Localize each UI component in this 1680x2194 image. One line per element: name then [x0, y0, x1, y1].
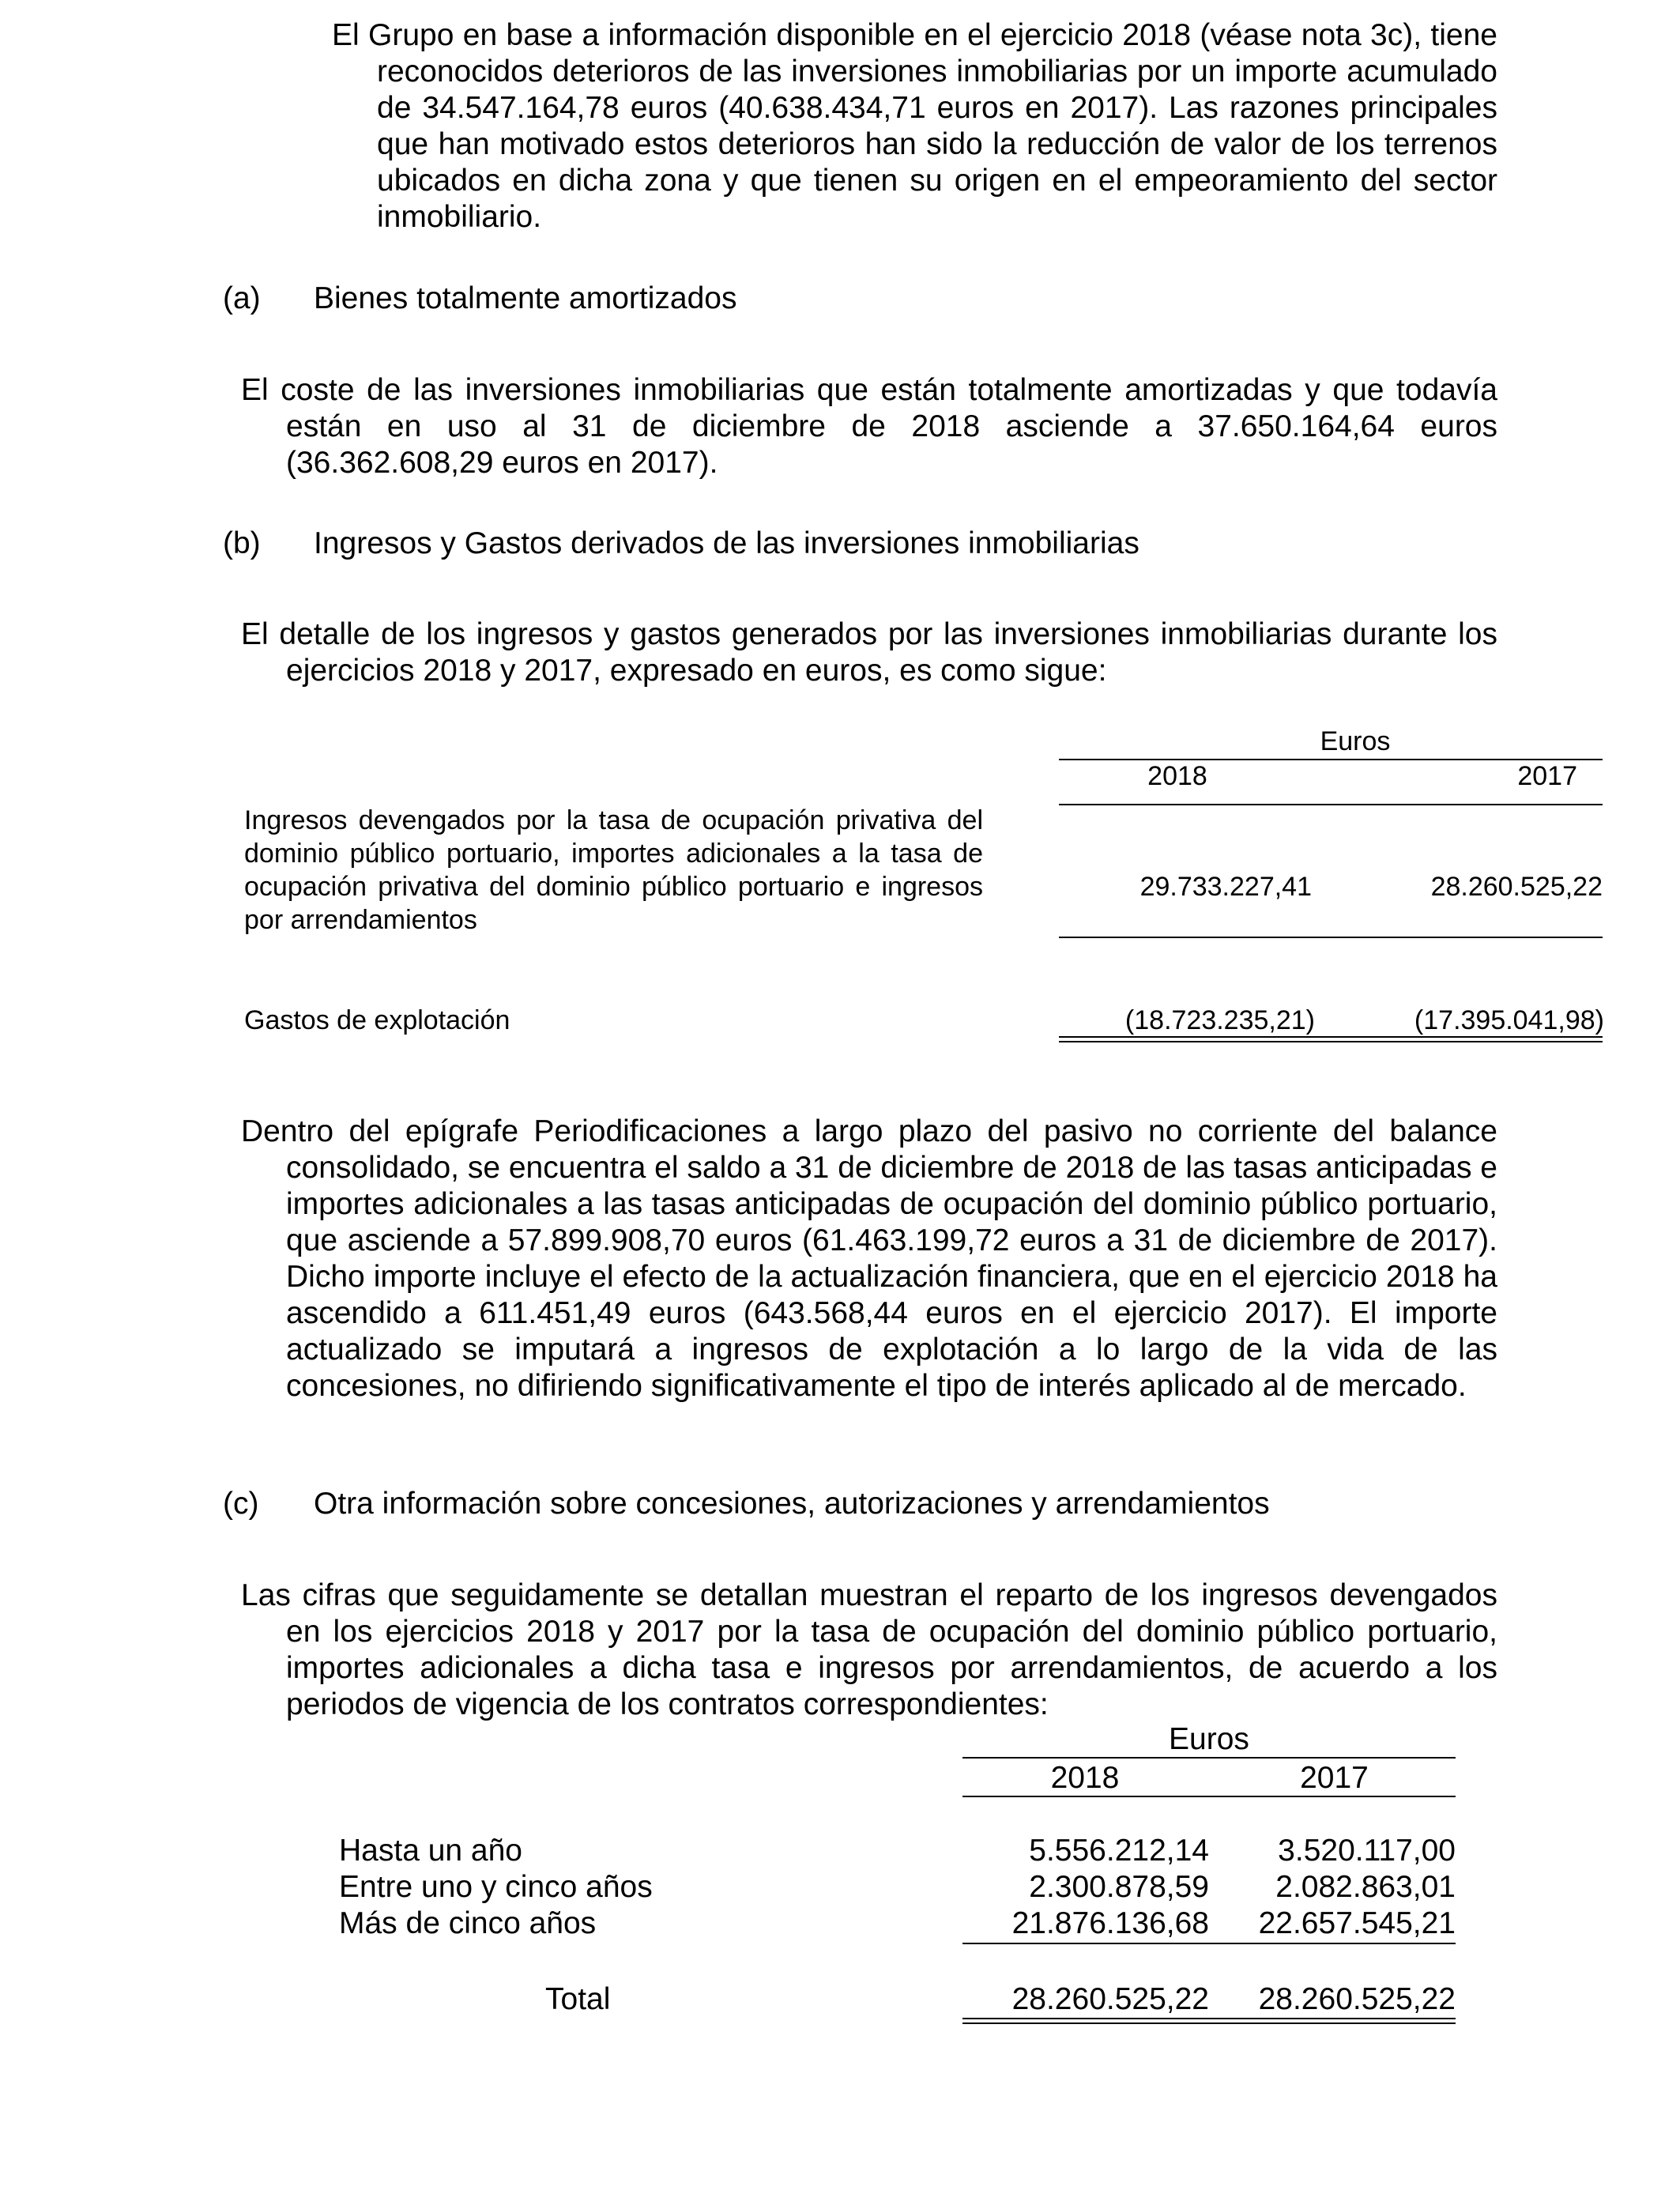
table-b-column-rule — [1059, 804, 1603, 805]
section-c-paragraph: Las cifras que seguidamente se detallan muestran el reparto de los ingresos devengados en los ejercicios 2018 y 2017 por la tasa de ocupación del dominio público portuario, importes adicionales a dicha tasa e ingresos por arrendamientos, de acuerdo a los periodos de vigencia de los contratos correspondientes: — [241, 1578, 1497, 1721]
table-b-col-2018: 2018 — [1147, 761, 1207, 791]
table-row-label: Más de cinco años — [339, 1906, 597, 1940]
section-a-paragraph: El coste de las inversiones inmobiliarias que están totalmente amortizadas y que todavía están en uso al 31 de diciembre de 2018 asciende a 37.650.164,64 euros (36.362.608,29 euros en 2017). — [241, 373, 1497, 480]
section-a-label: (a) — [223, 281, 261, 315]
intro-paragraph: El Grupo en base a información disponible en el ejercicio 2018 (véase nota 3c), tiene reconocidos deterioros de las inversiones inmobiliarias por un importe acumulado de 34.547.164,78 euros (40.638.434,71 euros en 2017). Las razones principales que han motivado estos deterioros han sido la reducción de valor de los terrenos ubicados en dicha zona y que tienen su origen en el empeoramiento del sector inmobiliario. — [332, 18, 1497, 234]
table-c-col-2018: 2018 — [1050, 1761, 1120, 1795]
section-b-label: (b) — [223, 526, 261, 560]
table-b-row1-2017: 28.260.525,22 — [1430, 872, 1603, 902]
table-row-label: Gastos de explotación — [244, 1005, 510, 1035]
table-row-label: Ingresos devengados por la tasa de ocupación privativa del dominio público portuario, importes adicionales a la tasa de ocupación privativa del dominio público portuario e ingresos por arrendamientos — [244, 805, 983, 935]
table-c-row1-2018: 5.556.212,14 — [1029, 1834, 1209, 1868]
table-b-total-rule — [1059, 1036, 1603, 1042]
table-c-total-2017: 28.260.525,22 — [1258, 1982, 1456, 2016]
table-c-row2-2017: 2.082.863,01 — [1275, 1870, 1456, 1904]
table-c-total-rule — [962, 2018, 1456, 2024]
table-b-unit-header: Euros — [1320, 726, 1391, 756]
section-b-paragraph-2: Dentro del epígrafe Periodificaciones a largo plazo del pasivo no corriente del balance consolidado, se encuentra el saldo a 31 de diciembre de 2018 de las tasas anticipadas e importes adicionales a las tasas anticipadas de ocupación del dominio público portuario, que asciende a 57.899.908,70 euros (61.463.199,72 euros a 31 de diciembre de 2017). Dicho importe incluye el efecto de la actualización financiera, que en el ejercicio 2018 ha ascendido a 611.451,49 euros (643.568,44 euros en el ejercicio 2017). El importe actualizado se imputará a ingresos de explotación a lo largo de la vida de las concesiones, no difiriendo significativamente el tipo de interés aplicado al de mercado. — [241, 1114, 1497, 1403]
table-b-col-2017: 2017 — [1517, 761, 1577, 791]
table-c-row1-2017: 3.520.117,00 — [1278, 1834, 1456, 1868]
table-c-subtotal-rule — [962, 1943, 1456, 1944]
table-b-row2-2017: (17.395.041,98) — [1414, 1005, 1604, 1035]
table-c-row2-2018: 2.300.878,59 — [1029, 1870, 1209, 1904]
section-a-title: Bienes totalmente amortizados — [314, 281, 737, 315]
section-c-label: (c) — [223, 1487, 259, 1521]
table-b-row2-2018: (18.723.235,21) — [1124, 1005, 1315, 1035]
table-c-header-rule — [962, 1757, 1456, 1759]
table-b-row1-rule — [1059, 937, 1603, 938]
table-c-col-2017: 2017 — [1300, 1761, 1369, 1795]
table-row-label: Entre uno y cinco años — [339, 1870, 653, 1904]
table-c-total-label: Total — [545, 1982, 611, 2016]
table-c-unit-header: Euros — [1169, 1722, 1249, 1756]
table-c-row3-2018: 21.876.136,68 — [1011, 1906, 1209, 1940]
table-c-row3-2017: 22.657.545,21 — [1258, 1906, 1456, 1940]
table-row-label: Hasta un año — [339, 1834, 523, 1868]
section-c-title: Otra información sobre concesiones, autorizaciones y arrendamientos — [314, 1487, 1270, 1521]
table-c-column-rule — [962, 1796, 1456, 1797]
table-b-row1-2018: 29.733.227,41 — [1139, 872, 1312, 902]
section-b-title: Ingresos y Gastos derivados de las inversiones inmobiliarias — [314, 526, 1139, 560]
section-b-paragraph: El detalle de los ingresos y gastos generados por las inversiones inmobiliarias durante los ejercicios 2018 y 2017, expresado en euros, es como sigue: — [241, 617, 1497, 688]
table-c-total-2018: 28.260.525,22 — [1011, 1982, 1209, 2016]
